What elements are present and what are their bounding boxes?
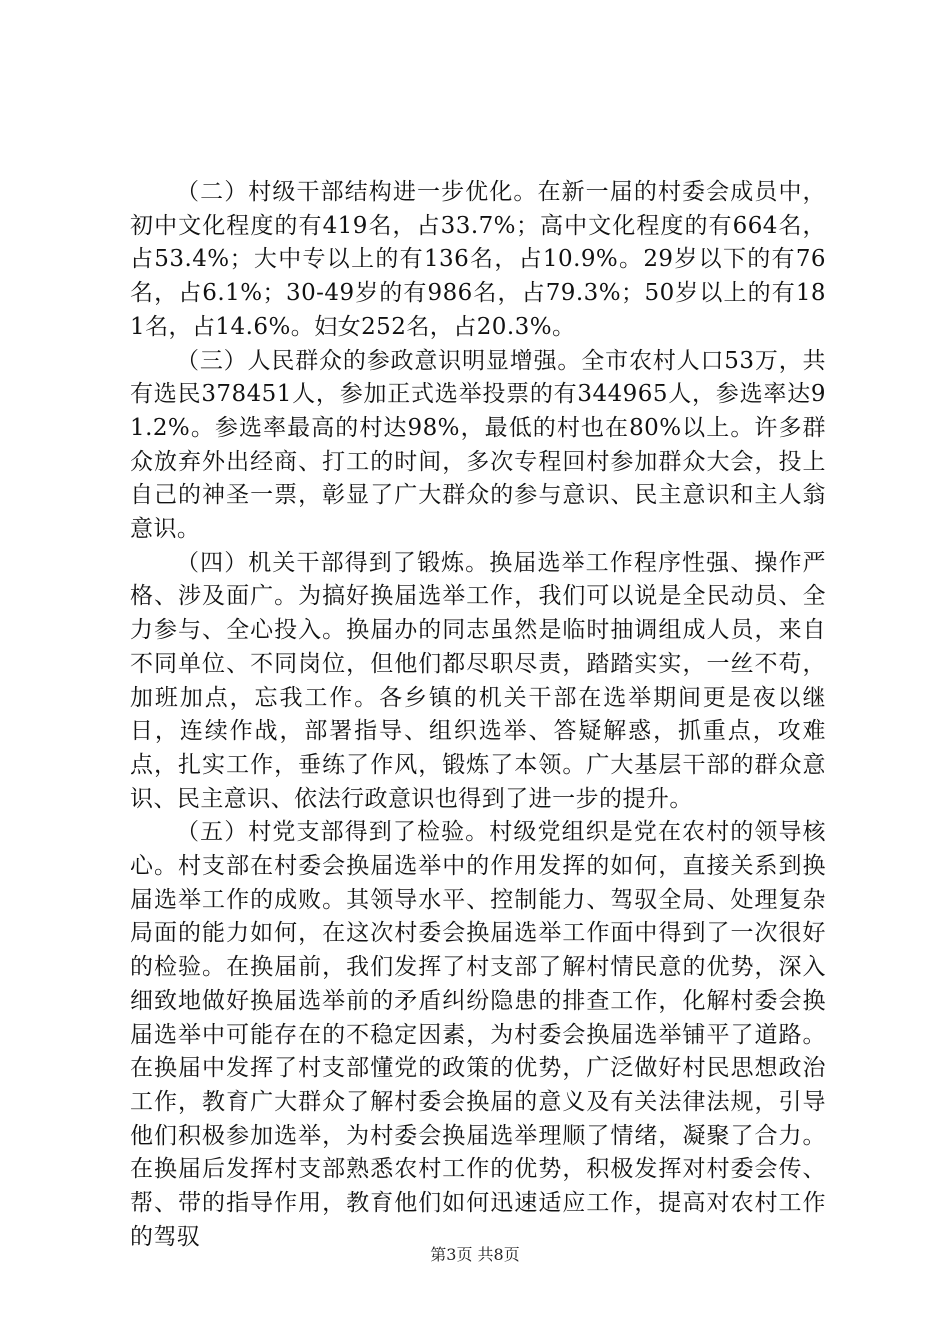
paragraph-party-branch-tested: （五）村党支部得到了检验。村级党组织是党在农村的领导核心。村支部在村委会换届选举中的作用发挥的如何，直接关系到换届选举工作的成败。其领导水平、控制能力、驾驭全局、处理复杂局面的能力如何，在这次村委会换届选举工作面中得到了一次很好的检验。在换届前，我们发挥了村支部了解村情民意的优势，深入细致地做好换届选举前的矛盾纠纷隐患的排查工作，化解村委会换届选举中可能存在的不稳定因素，为村委会换届选举铺平了道路。在换届中发挥了村支部懂党的政策的优势，广泛做好村民思想政治工作，教育广大群众了解村委会换届的意义及有关法律法规，引导他们积极参加选举，为村委会换届选举理顺了情绪，凝聚了合力。在换届后发挥村支部熟悉农村工作的优势，积极发挥对村委会传、帮、带的指导作用，教育他们如何迅速适应工作，提高对农村工作的驾驭 — [130, 819, 826, 1250]
paragraph-village-cadre-structure: （二）村级干部结构进一步优化。在新一届的村委会成员中，初中文化程度的有419名，占33.7%；高中文化程度的有664名，占53.4%；大中专以上的有136名，占10.9%。29岁以下的有76名，占6.1%；30-49岁的有986名，占79.3%；50岁以上的有181名，占14.6%。妇女252名，占20.3%。 — [130, 179, 826, 340]
document-body — [130, 176, 826, 1255]
paragraph-public-participation: （三）人民群众的参政意识明显增强。全市农村人口53万，共有选民378451人，参加正式选举投票的有344965人，参选率达91.2%。参选率最高的村达98%，最低的村也在80%以上。许多群众放弃外出经商、打工的时间，多次专程回村参加群众大会，投上自己的神圣一票，彰显了广大群众的参与意识、民主意识和主人翁意识。 — [130, 347, 826, 543]
page-number-footer: 第3页 共8页 — [430, 1245, 520, 1264]
paragraph-officials-trained: （四）机关干部得到了锻炼。换届选举工作程序性强、操作严格、涉及面广。为搞好换届选举工作，我们可以说是全民动员、全力参与、全心投入。换届办的同志虽然是临时抽调组成人员，来自不同单位、不同岗位，但他们都尽职尽责，踏踏实实，一丝不苟，加班加点，忘我工作。各乡镇的机关干部在选举期间更是夜以继日，连续作战，部署指导、组织选举、答疑解惑，抓重点，攻难点，扎实工作，垂练了作风，锻炼了本领。广大基层干部的群众意识、民主意识、依法行政意识也得到了进一步的提升。 — [130, 549, 826, 812]
